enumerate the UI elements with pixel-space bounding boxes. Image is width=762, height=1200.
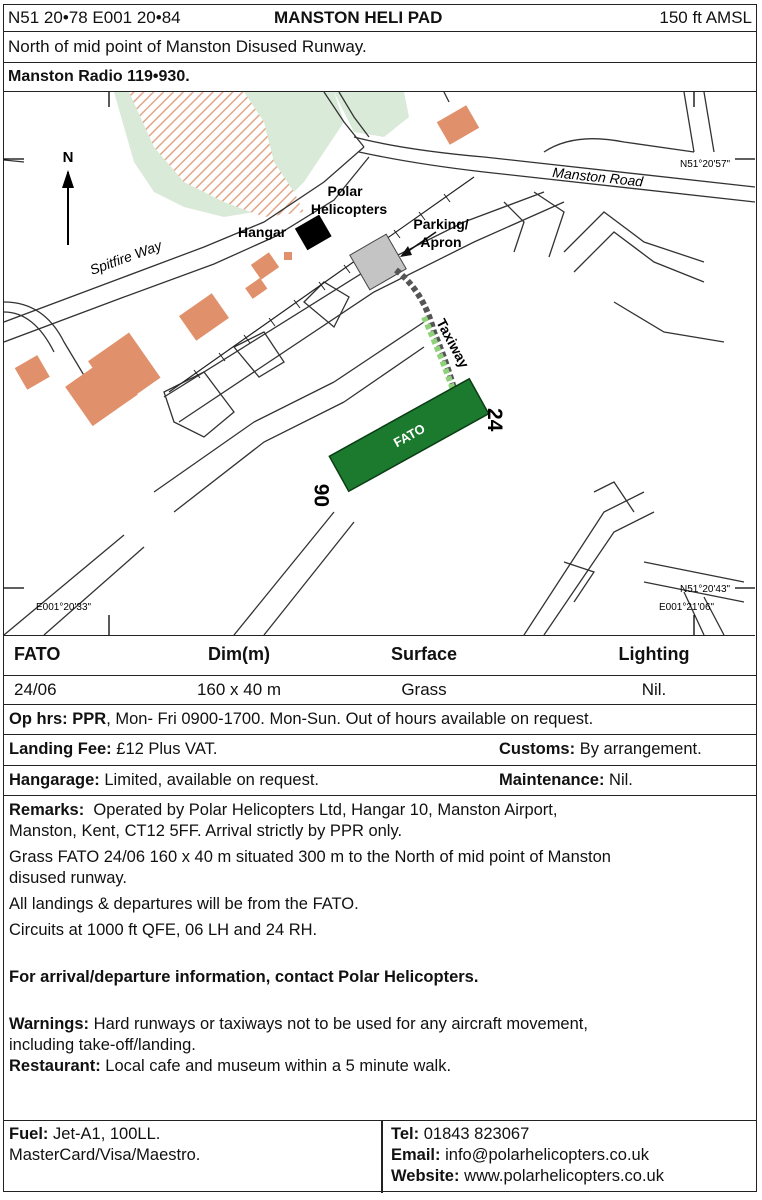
warnings-line2: including take-off/landing. — [9, 1036, 196, 1054]
tel-label: Tel: — [391, 1125, 420, 1143]
surface-value: Grass — [401, 680, 447, 699]
coord-north-bottom: N51°20'43" — [680, 584, 731, 595]
fuel-value: Jet-A1, 100LL. — [53, 1125, 161, 1143]
remarks-label: Remarks: — [9, 801, 85, 819]
coord-north-top: N51°20'57" — [680, 159, 731, 170]
polar-hangar — [295, 215, 332, 251]
north-arrow — [62, 149, 74, 245]
building — [179, 293, 229, 341]
hangarage-label: Hangarage: — [9, 771, 100, 789]
restaurant-label: Restaurant: — [9, 1057, 101, 1075]
fuel-block — [9, 1124, 369, 1166]
ophrs-label: Op hrs: — [9, 710, 68, 728]
woodland-area-2 — [334, 92, 409, 137]
remarks-line2: Manston, Kent, CT12 5FF. Arrival strictly by PPR only. — [9, 822, 403, 840]
building — [437, 105, 479, 145]
parking-apron — [350, 234, 406, 290]
location-text: North of mid point of Manston Disused Runway. — [8, 37, 367, 56]
fato-value: 24/06 — [14, 680, 57, 699]
spitfire-way-label: Spitfire Way — [87, 237, 164, 278]
fuel-cards: MasterCard/Visa/Maestro. — [9, 1146, 201, 1164]
email-label: Email: — [391, 1146, 441, 1164]
col-fato: FATO — [14, 644, 61, 664]
radio-text: Manston Radio 119•930. — [8, 68, 190, 85]
runway-06-label: 06 — [311, 483, 334, 507]
contact-block — [391, 1124, 751, 1187]
fee-row — [4, 735, 756, 766]
ophrs-row — [4, 705, 756, 735]
hangarage-value: Limited, available on request. — [104, 771, 320, 789]
header-coords: N51 20•78 E001 20•84 — [8, 8, 181, 27]
parking-apron-label: Parking/ Apron — [413, 216, 469, 250]
col-lighting: Lighting — [618, 644, 690, 664]
runway-24-label: 24 — [483, 408, 506, 432]
north-label: N — [62, 149, 74, 166]
location-row — [4, 32, 756, 63]
remarks-para2-line2: disused runway. — [9, 869, 128, 887]
maintenance-value: Nil. — [609, 771, 633, 789]
hangar-label: Hangar — [238, 224, 287, 240]
col-dim: Dim(m) — [208, 644, 270, 664]
manston-road-label: Manston Road — [551, 164, 644, 190]
remarks-para3: All landings & departures will be from the FATO. — [9, 895, 359, 913]
building — [284, 252, 292, 260]
fato-label: FATO — [390, 420, 428, 451]
restaurant-value: Local cafe and museum within a 5 minute walk. — [105, 1057, 452, 1075]
bottom-vertical-divider — [381, 1120, 383, 1193]
coord-east-right: E001°21'06" — [659, 602, 715, 613]
building — [251, 252, 279, 279]
email-link[interactable]: info@polarhelicopters.co.uk — [445, 1146, 649, 1164]
ophrs-value: , Mon- Fri 0900-1700. Mon-Sun. Out of hours available on request. — [106, 710, 594, 728]
heli-pad-card — [3, 4, 757, 1192]
dim-value: 160 x 40 m — [196, 680, 282, 699]
remarks-contact: For arrival/departure information, contact Polar Helicopters. — [9, 968, 479, 986]
header-elevation: 150 ft AMSL — [659, 8, 752, 27]
fato-table-row — [4, 675, 756, 705]
fato-table-header — [4, 635, 756, 675]
building — [15, 355, 50, 390]
coord-east-left: E001°20'33" — [36, 602, 92, 613]
warnings-line1: Hard runways or taxiways not to be used for any aircraft movement, — [93, 1015, 588, 1033]
col-surface: Surface — [390, 644, 458, 664]
remarks-block — [9, 800, 751, 1077]
taxiway-label: Taxiway — [433, 315, 473, 371]
remarks-line1: Operated by Polar Helicopters Ltd, Hangar 10, Manston Airport, — [93, 801, 558, 819]
website-link[interactable]: www.polarhelicopters.co.uk — [464, 1167, 664, 1185]
customs-label: Customs: — [499, 740, 576, 758]
page-title: MANSTON HELI PAD — [274, 8, 443, 27]
website-label: Website: — [391, 1167, 460, 1185]
bottom-divider — [4, 1120, 756, 1121]
remarks-para4: Circuits at 1000 ft QFE, 06 LH and 24 RH. — [9, 921, 318, 939]
remarks-para2-line1: Grass FATO 24/06 160 x 40 m situated 300 m to the North of mid point of Manston — [9, 848, 611, 866]
warnings-label: Warnings: — [9, 1015, 90, 1033]
landing-fee-label: Landing Fee: — [9, 740, 112, 758]
building — [245, 278, 267, 299]
aerodrome-map — [4, 92, 755, 636]
polar-helicopters-label: Polar Helicopters — [310, 183, 388, 217]
customs-value: By arrangement. — [579, 740, 702, 758]
tel-value: 01843 823067 — [423, 1125, 530, 1143]
maintenance-label: Maintenance: — [499, 771, 605, 789]
ophrs-ppr: PPR — [72, 710, 107, 728]
fuel-label: Fuel: — [9, 1125, 49, 1143]
landing-fee-value: £12 Plus VAT. — [116, 740, 218, 758]
radio-row — [4, 63, 756, 92]
hangarage-row — [4, 766, 756, 796]
lighting-value: Nil. — [641, 680, 667, 699]
header-row — [4, 5, 756, 32]
